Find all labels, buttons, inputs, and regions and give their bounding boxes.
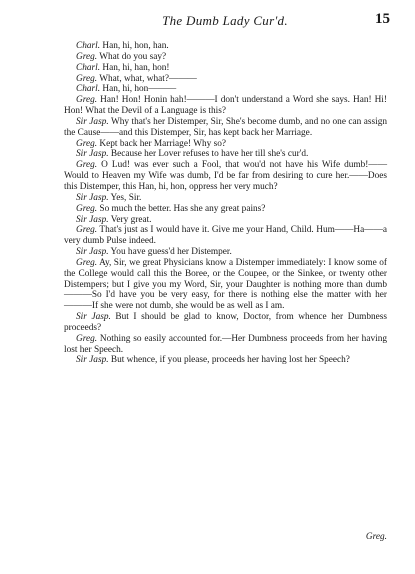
speech-text: You have guess'd her Distemper. [108,247,232,258]
speech-text: Ay, Sir, we great Physicians know a Distemper immediately: I know some of the College would call this the Boree, or the Coupee, or the Sinkee, or twenty other Distempers; but I give you my Word, Sir, your Daughter is nothing more than dumb———So I'd have you be very easy, for there is nothing else the matter with her———If she were not dumb, she would be as well as I am. [64,257,387,312]
dialogue-paragraph [64,160,387,193]
speaker-name: Greg. [76,160,98,171]
dialogue-paragraph [64,74,387,85]
dialogue-paragraph [64,312,387,334]
speech-text: Very great. [108,214,152,225]
dialogue-paragraph [64,95,387,117]
dialogue-paragraph [64,247,387,258]
speaker-name: Charl. [76,62,101,73]
dialogue-paragraph [64,258,387,312]
running-title: The Dumb Lady Cur'd. [162,13,288,28]
speaker-name: Sir Jasp. [76,149,109,160]
speech-text: What do you say? [97,51,167,62]
dialogue-paragraph [64,225,387,247]
speech-text: Yes, Sir. [108,192,142,203]
dialogue-paragraph [64,84,387,95]
speaker-name: Greg. [76,257,98,268]
dialogue-paragraph [64,149,387,160]
speech-text: What, what, what?——— [97,73,197,84]
speech-text: So much the better. Has she any great pains? [97,203,266,214]
dialogue-paragraph [64,117,387,139]
running-header [60,10,390,34]
dialogue-paragraph [64,334,387,356]
speech-text: Han, hi, hon, han. [100,41,169,51]
speaker-name: Sir Jasp. [76,355,109,366]
speech-text: But I should be glad to know, Doctor, from whence her Dumbness proceeds? [64,312,387,333]
speech-text: O Lud! was ever such a Fool, that wou'd not have his Wife dumb!——Would to Heaven my Wife was dumb, I'd be far from desiring to cure her.——Does this Distemper, this Han, hi, hon, oppress her very much? [64,160,387,192]
speaker-name: Greg. [76,51,98,62]
dialogue-paragraph [64,139,387,150]
catchword: Greg. [365,532,387,542]
speaker-name: Greg. [76,138,98,149]
speech-text: That's just as I would have it. Give me your Hand, Child. Hum——Ha——a very dumb Pulse indeed. [64,225,387,247]
speaker-name: Greg. [76,225,98,236]
speaker-name: Greg. [76,73,98,84]
dialogue-paragraph [64,41,387,52]
speech-text: Why that's her Distemper, Sir, She's become dumb, and no one can assign the Cause——and this Distemper, Sir, has kept back her Marriage. [64,116,387,138]
dialogue-paragraph [64,193,387,204]
speech-text: Because her Lover refuses to have her till she's cur'd. [108,149,309,160]
dialogue-paragraph [64,52,387,63]
speaker-name: Charl. [76,84,101,95]
speaker-name: Sir Jasp. [76,192,109,203]
speech-text: Kept back her Marriage! Why so? [97,138,226,149]
speaker-name: Sir Jasp. [76,116,109,127]
dialogue-text [64,41,387,366]
page-number: 15 [375,11,390,27]
speech-text: Han! Hon! Honin hah!———I don't understand a Word she says. Han! Hi! Hon! What the Devil of a Language is this? [64,95,387,117]
speaker-name: Sir Jasp. [76,312,111,323]
speech-text: Han, hi, hon——— [100,84,177,95]
speech-text: Han, hi, han, hon! [100,62,170,73]
speaker-name: Greg. [76,333,98,344]
dialogue-paragraph [64,204,387,215]
speaker-name: Charl. [76,41,101,51]
speech-text: But whence, if you please, proceeds her having lost her Speech? [108,355,350,366]
speaker-name: Sir Jasp. [76,247,109,258]
speaker-name: Greg. [76,203,98,214]
dialogue-paragraph [64,355,387,366]
speaker-name: Greg. [76,95,98,106]
dialogue-paragraph [64,63,387,74]
dialogue-paragraph [64,215,387,226]
speech-text: Nothing so easily accounted for.—Her Dumbness proceeds from her having lost her Speech. [64,333,387,355]
speaker-name: Sir Jasp. [76,214,109,225]
